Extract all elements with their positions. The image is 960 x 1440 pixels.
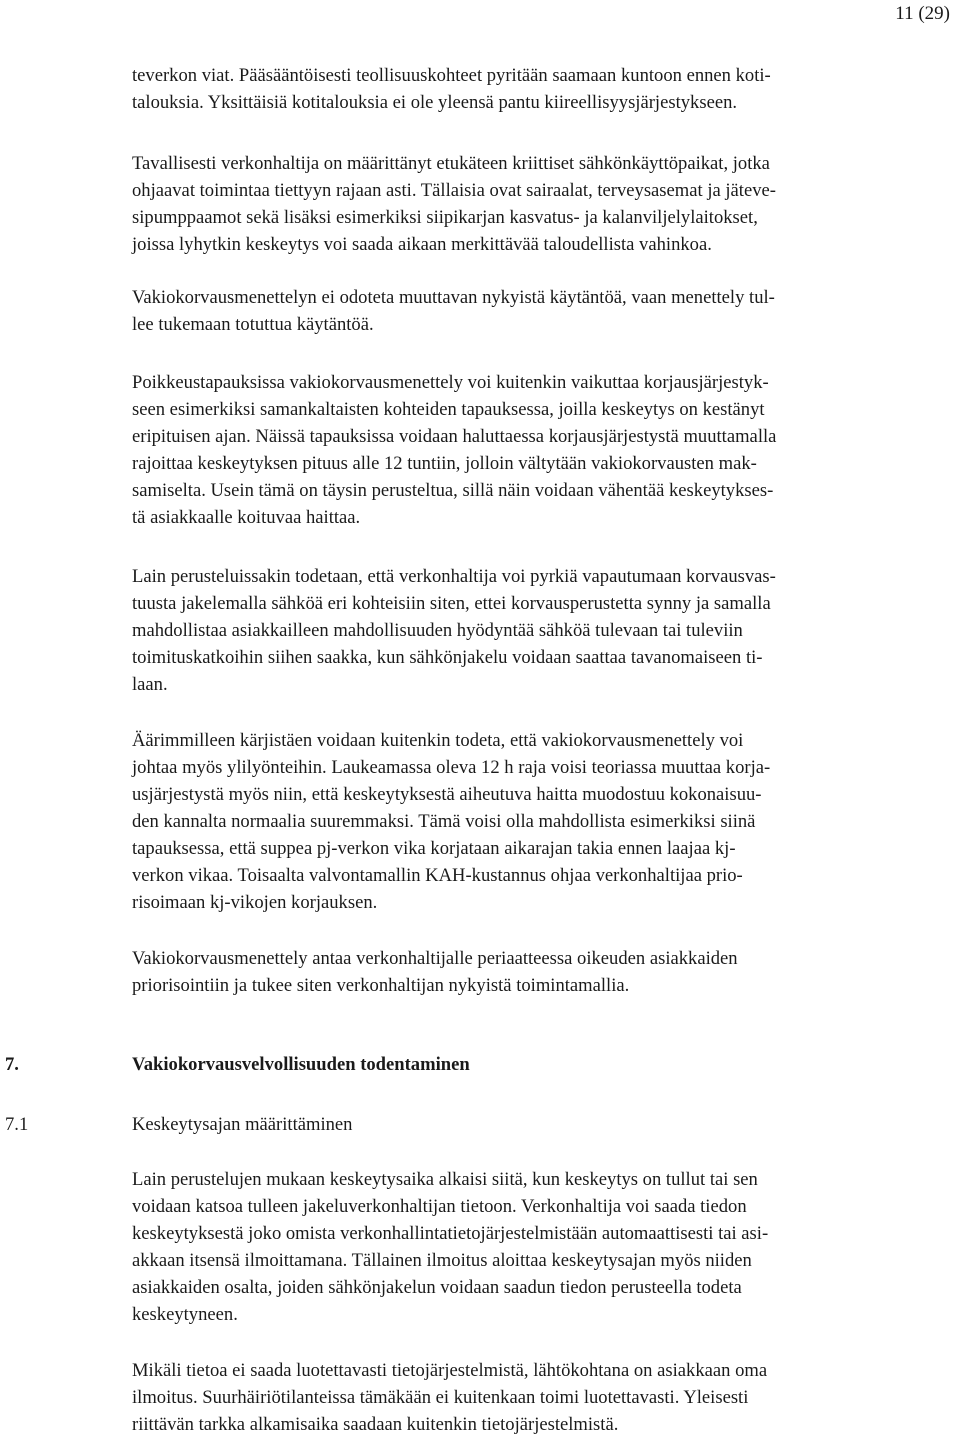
text-line: joissa lyhytkin keskeytys voi saada aikaan merkittävää taloudellista vahinkoa. — [132, 234, 712, 255]
text-line: johtaa myös ylilyönteihin. Laukeamassa oleva 12 h raja voisi teoriassa muuttaa korja- — [132, 757, 771, 778]
text-line: Vakiokorvausmenettelyn ei odoteta muuttavan nykyistä käytäntöä, vaan menettely tul- — [132, 287, 775, 308]
text-line: Lain perustelujen mukaan keskeytysaika alkaisi siitä, kun keskeytys on tullut tai sen — [132, 1169, 758, 1190]
text-line: keskeytyksestä joko omista verkonhallintatietojärjestelmistään automaattisesti tai asi- — [132, 1223, 769, 1244]
paragraph — [132, 284, 952, 338]
text-line: teverkon viat. Pääsääntöisesti teollisuuskohteet pyritään saamaan kuntoon ennen koti- — [132, 65, 771, 86]
text-line: Äärimmilleen kärjistäen voidaan kuitenkin todeta, että vakiokorvausmenettely voi — [132, 730, 744, 751]
text-line: riittävän tarkka alkamisaika saadaan kuitenkin tietojärjestelmistä. — [132, 1414, 619, 1435]
text-line: Lain perusteluissakin todetaan, että verkonhaltija voi pyrkiä vapautumaan korvausvas- — [132, 566, 776, 587]
text-line: eripituisen ajan. Näissä tapauksissa voidaan haluttaessa korjausjärjestystä muuttamalla — [132, 426, 777, 447]
text-line: ilmoitus. Suurhäiriötilanteissa tämäkään ei kuitenkaan toimi luotettavasti. Yleisesti — [132, 1387, 749, 1408]
text-line: akkaan itsensä ilmoittamana. Tällainen ilmoitus aloittaa keskeytysajan myös niiden — [132, 1250, 752, 1271]
text-line: tapauksessa, että suppea pj-verkon vika korjataan aikarajan takia ennen laajaa kj- — [132, 838, 736, 859]
subsection-title: Keskeytysajan määrittäminen — [132, 1114, 353, 1135]
page-number: 11 (29) — [895, 3, 950, 24]
text-line: risoimaan kj-vikojen korjauksen. — [132, 892, 378, 913]
paragraph — [132, 563, 952, 698]
text-line: tuusta jakelemalla sähköä eri kohteisiin siten, ettei korvausperustetta synny ja samalla — [132, 593, 771, 614]
paragraph — [132, 150, 952, 258]
text-line: samiselta. Usein tämä on täysin perusteltua, sillä näin voidaan vähentää keskeytykses- — [132, 480, 774, 501]
text-line: tä asiakkaalle koituvaa haittaa. — [132, 507, 361, 528]
subsection-number: 7.1 — [5, 1114, 29, 1135]
text-line: sipumppaamot sekä lisäksi esimerkiksi siipikarjan kasvatus- ja kalanviljelylaitokset, — [132, 207, 758, 228]
text-line: Mikäli tietoa ei saada luotettavasti tietojärjestelmistä, lähtökohtana on asiakkaan oma — [132, 1360, 768, 1381]
text-line: ohjaavat toimintaa tiettyyn rajaan asti. Tällaisia ovat sairaalat, terveysasemat ja jäteve- — [132, 180, 776, 201]
text-line: den kannalta normaalia suuremmaksi. Tämä voisi olla mahdollista esimerkiksi siinä — [132, 811, 756, 832]
text-line: toimituskatkoihin siihen saakka, kun sähkönjakelu voidaan saattaa tavanomaiseen ti- — [132, 647, 763, 668]
text-line: Poikkeustapauksissa vakiokorvausmenettely voi kuitenkin vaikuttaa korjausjärjestyk- — [132, 372, 769, 393]
text-line: mahdollistaa asiakkailleen mahdollisuuden hyödyntää sähköä tulevaan tai tuleviin — [132, 620, 743, 641]
text-line: verkon vikaa. Toisaalta valvontamallin KAH-kustannus ohjaa verkonhaltijaa prio- — [132, 865, 743, 886]
text-line: seen esimerkiksi samankaltaisten kohteiden tapauksessa, joilla keskeytys on kestänyt — [132, 399, 765, 420]
text-line: talouksia. Yksittäisiä kotitalouksia ei ole yleensä pantu kiireellisyysjärjestykseen. — [132, 92, 738, 113]
text-line: asiakkaiden osalta, joiden sähkönjakelun voidaan saadun tiedon perusteella todeta — [132, 1277, 742, 1298]
paragraph — [132, 62, 952, 116]
paragraph — [132, 727, 952, 916]
section-title: Vakiokorvausvelvollisuuden todentaminen — [132, 1054, 470, 1075]
text-line: rajoittaa keskeytyksen pituus alle 12 tuntiin, jolloin vältytään vakiokorvausten mak- — [132, 453, 757, 474]
paragraph — [132, 1357, 952, 1438]
paragraph — [132, 369, 952, 531]
paragraph — [132, 1166, 952, 1328]
section-number: 7. — [5, 1054, 19, 1075]
text-line: keskeytyneen. — [132, 1304, 238, 1325]
text-line: usjärjestystä myös niin, että keskeytyksestä aiheutuva haitta muodostuu kokonaisuu- — [132, 784, 762, 805]
text-line: priorisointiin ja tukee siten verkonhaltijan nykyistä toimintamallia. — [132, 975, 630, 996]
text-line: laan. — [132, 674, 168, 695]
text-line: lee tukemaan totuttua käytäntöä. — [132, 314, 374, 335]
text-line: Vakiokorvausmenettely antaa verkonhaltijalle periaatteessa oikeuden asiakkaiden — [132, 948, 738, 969]
text-line: voidaan katsoa tulleen jakeluverkonhaltijan tietoon. Verkonhaltija voi saada tiedon — [132, 1196, 747, 1217]
text-line: Tavallisesti verkonhaltija on määrittänyt etukäteen kriittiset sähkönkäyttöpaikat, jotka — [132, 153, 770, 174]
paragraph — [132, 945, 952, 999]
